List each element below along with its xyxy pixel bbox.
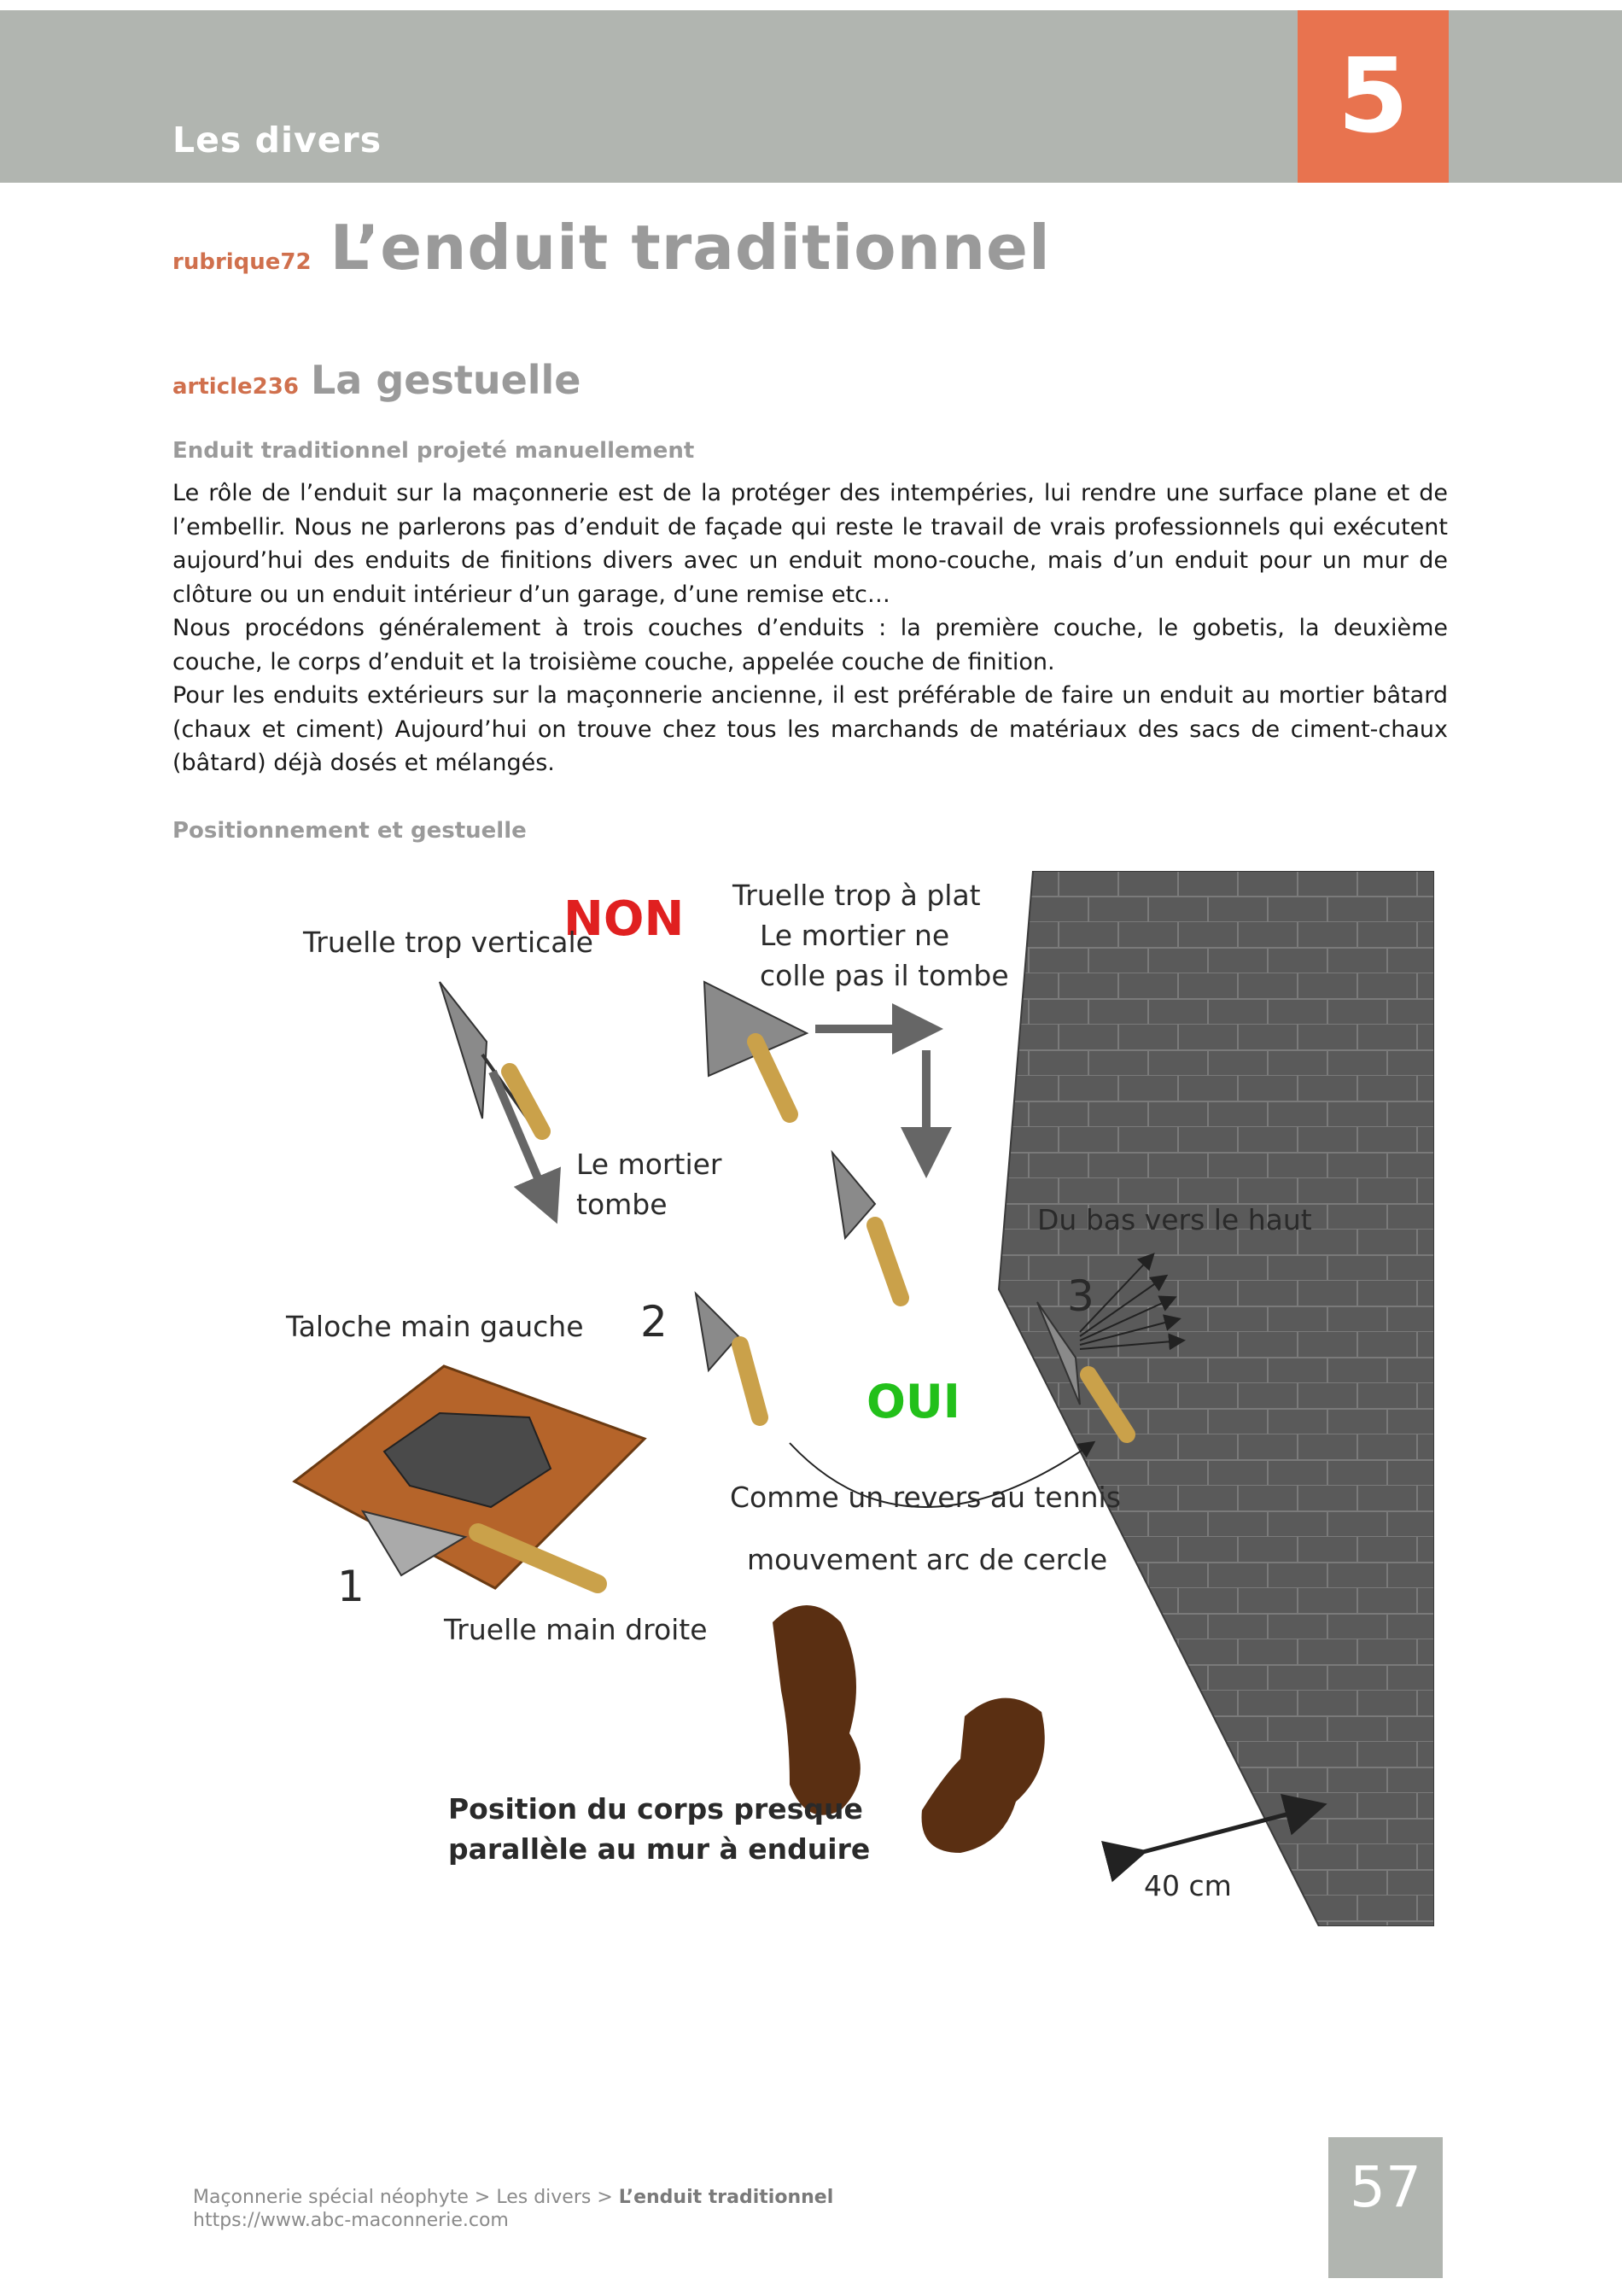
label-step-1: 1 bbox=[337, 1562, 365, 1611]
trowel-step2-icon bbox=[696, 1294, 760, 1417]
gestuelle-diagram bbox=[192, 871, 1434, 1926]
paragraph: Nous procédons généralement à trois couches d’enduits : la première couche, le gobetis, la deuxième couche, le corps d’enduit et la troisième couche, appelée couche de finition. bbox=[172, 615, 1448, 675]
label-mortier-tombe-2: tombe bbox=[576, 1188, 668, 1221]
label-position-1: Position du corps presque bbox=[448, 1792, 863, 1826]
trowel-flat-icon bbox=[704, 982, 807, 1114]
article-tag: article236 bbox=[172, 374, 299, 400]
gestuelle-illustration bbox=[192, 871, 1434, 1926]
rubrique-heading bbox=[172, 212, 1051, 283]
article-title: La gestuelle bbox=[310, 357, 581, 403]
label-taloche: Taloche main gauche bbox=[286, 1310, 584, 1343]
taloche-icon bbox=[295, 1366, 645, 1588]
label-revers: Comme un revers au tennis bbox=[730, 1481, 1121, 1514]
label-truelle-plat-2: Le mortier ne bbox=[760, 919, 950, 952]
paragraph: Le rôle de l’enduit sur la maçonnerie est de la protéger des intempéries, lui rendre une surface plane et de l’embellir. Nous ne parlerons pas d’enduit de façade qui reste le travail de vrais professionnels qui exécutent aujourd’hui des enduits de finitions divers avec un enduit mono-couche, mais d’un enduit pour un mur de clôture ou un enduit intérieur d’un garage, d’une remise etc… bbox=[172, 480, 1448, 608]
label-arc: mouvement arc de cercle bbox=[747, 1543, 1108, 1576]
breadcrumb-separator: > bbox=[468, 2187, 497, 2208]
page-number: 57 bbox=[1328, 2137, 1443, 2278]
breadcrumb-current: L’enduit traditionnel bbox=[618, 2187, 834, 2208]
wall-shape bbox=[999, 871, 1434, 1926]
section-heading-positionnement: Positionnement et gestuelle bbox=[172, 818, 527, 844]
label-mortier-tombe-1: Le mortier bbox=[576, 1148, 722, 1181]
paragraph: Pour les enduits extérieurs sur la maçonnerie ancienne, il est préférable de faire un enduit au mortier bâtard (chaux et ciment) Aujourd’hui on trouve chez tous les marchands de matériaux des sacs de ciment-chaux (bâtard) déjà dosés et mélangés. bbox=[172, 682, 1448, 776]
right-foot-shape bbox=[922, 1698, 1045, 1853]
body-text bbox=[172, 476, 1448, 780]
label-position-2: parallèle au mur à enduire bbox=[448, 1832, 871, 1866]
label-truelle-verticale: Truelle trop verticale bbox=[303, 926, 593, 959]
label-step-2: 2 bbox=[640, 1297, 668, 1347]
chapter-number-badge: 5 bbox=[1298, 10, 1449, 183]
footer-breadcrumb bbox=[193, 2186, 833, 2209]
label-truelle-plat-1: Truelle trop à plat bbox=[732, 879, 981, 912]
footer-url: https://www.abc-maconnerie.com bbox=[193, 2210, 509, 2231]
rubrique-title: L’enduit traditionnel bbox=[330, 212, 1051, 283]
breadcrumb-item: Les divers bbox=[496, 2187, 592, 2208]
trowel-vertical-icon bbox=[440, 982, 542, 1131]
article-heading bbox=[172, 357, 581, 403]
rubrique-tag: rubrique72 bbox=[172, 249, 312, 275]
section-heading-enduit: Enduit traditionnel projeté manuellement bbox=[172, 438, 695, 464]
label-distance: 40 cm bbox=[1144, 1869, 1232, 1902]
breadcrumb-separator: > bbox=[591, 2187, 619, 2208]
label-bas-haut: Du bas vers le haut bbox=[1037, 1203, 1312, 1236]
chapter-title: Les divers bbox=[172, 120, 382, 161]
label-truelle-plat-3: colle pas il tombe bbox=[760, 959, 1009, 992]
label-oui: OUI bbox=[866, 1375, 960, 1428]
label-step-3: 3 bbox=[1067, 1271, 1094, 1321]
label-truelle-droite: Truelle main droite bbox=[444, 1613, 708, 1646]
label-non: NON bbox=[563, 891, 685, 947]
left-foot-shape bbox=[773, 1605, 861, 1815]
breadcrumb-item: Maçonnerie spécial néophyte bbox=[193, 2187, 469, 2208]
footer bbox=[193, 2186, 833, 2232]
trowel-middle-icon bbox=[832, 1153, 901, 1298]
